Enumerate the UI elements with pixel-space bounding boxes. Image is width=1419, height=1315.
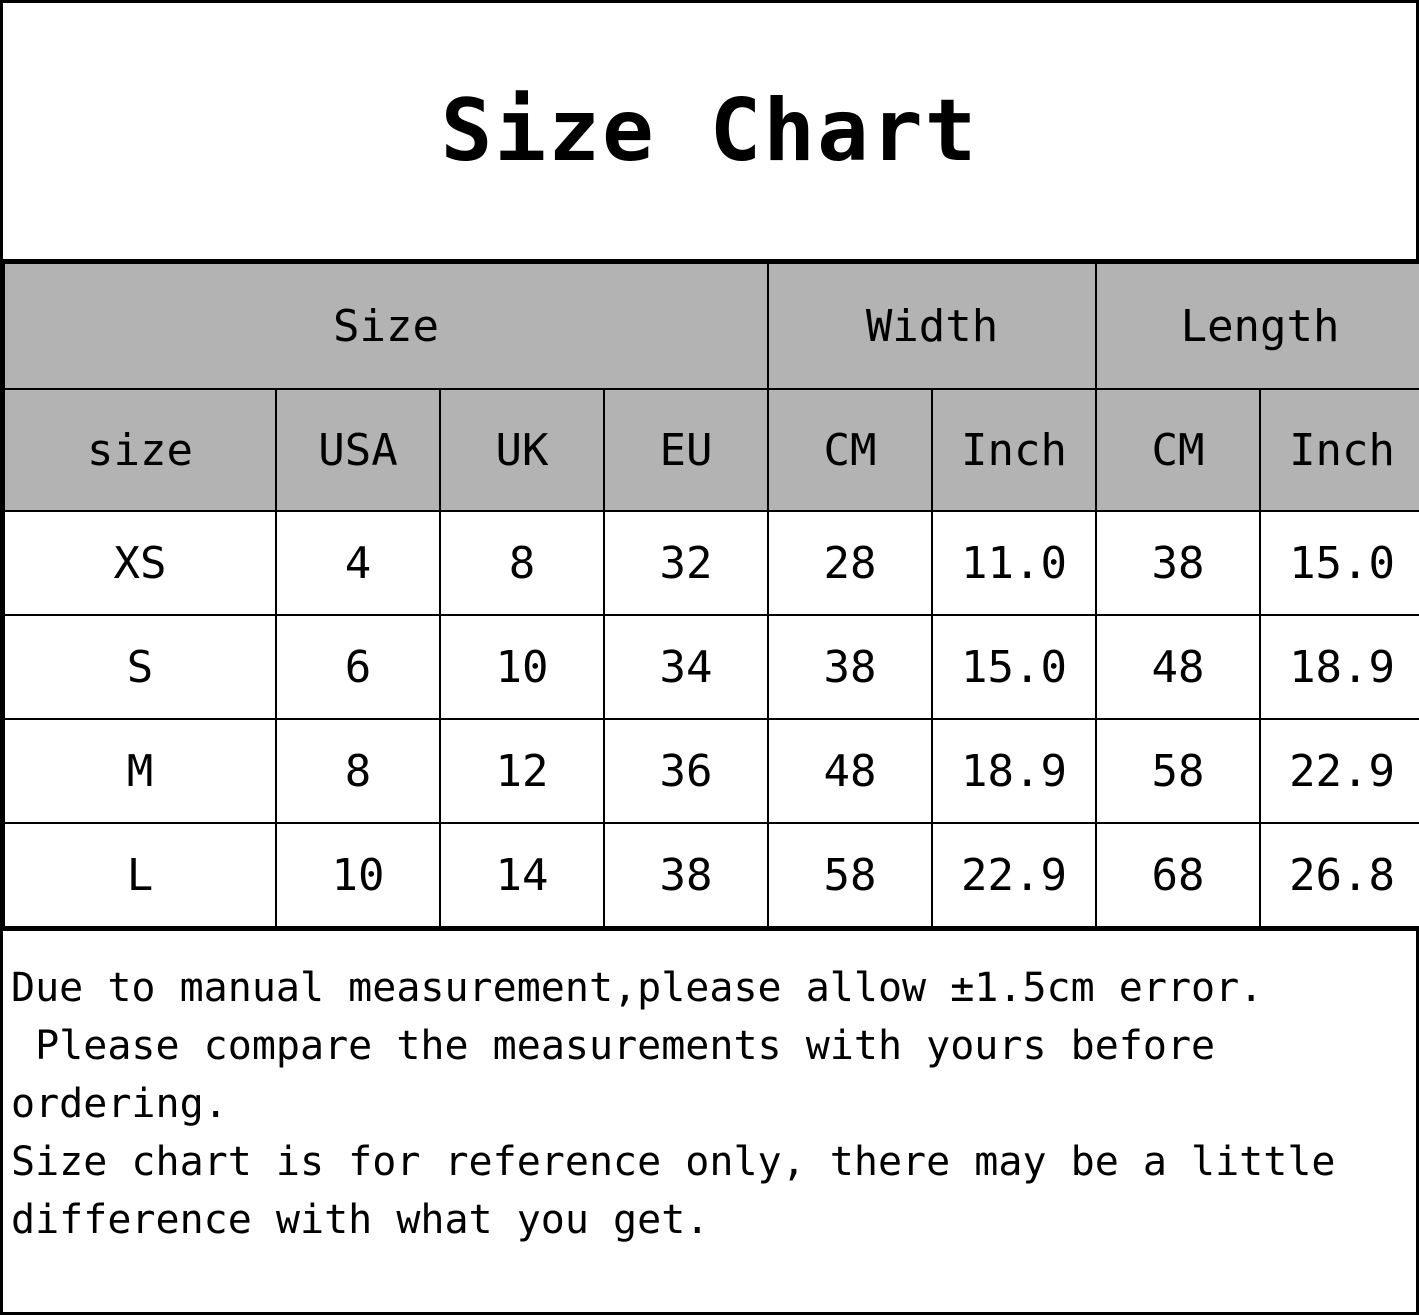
cell-length-inch: 22.9	[1260, 719, 1419, 823]
cell-size: S	[4, 615, 276, 719]
cell-length-cm: 48	[1096, 615, 1260, 719]
table-sub-header-row	[4, 389, 1419, 511]
group-header-width: Width	[768, 263, 1096, 389]
cell-length-inch: 18.9	[1260, 615, 1419, 719]
cell-uk: 8	[440, 511, 604, 615]
note-line: Please compare the measurements with yours before	[11, 1023, 1216, 1069]
table-body	[4, 511, 1419, 927]
cell-size: XS	[4, 511, 276, 615]
group-header-size: Size	[4, 263, 768, 389]
title-band	[3, 3, 1416, 262]
sub-header-width-inch: Inch	[932, 389, 1096, 511]
cell-width-inch: 11.0	[932, 511, 1096, 615]
cell-uk: 10	[440, 615, 604, 719]
sub-header-usa: USA	[276, 389, 440, 511]
sub-header-uk: UK	[440, 389, 604, 511]
cell-width-cm: 28	[768, 511, 932, 615]
table-group-header-row	[4, 263, 1419, 389]
cell-uk: 12	[440, 719, 604, 823]
cell-eu: 38	[604, 823, 768, 927]
disclaimer-notes	[3, 928, 1416, 1312]
table-row	[4, 823, 1419, 927]
cell-size: L	[4, 823, 276, 927]
note-line: difference with what you get.	[11, 1197, 710, 1243]
sub-header-length-cm: CM	[1096, 389, 1260, 511]
cell-usa: 8	[276, 719, 440, 823]
table-row	[4, 615, 1419, 719]
cell-length-cm: 38	[1096, 511, 1260, 615]
cell-length-inch: 15.0	[1260, 511, 1419, 615]
table-row	[4, 719, 1419, 823]
cell-eu: 34	[604, 615, 768, 719]
sub-header-length-inch: Inch	[1260, 389, 1419, 511]
cell-length-cm: 68	[1096, 823, 1260, 927]
size-table	[3, 262, 1419, 928]
table-row	[4, 511, 1419, 615]
cell-usa: 4	[276, 511, 440, 615]
cell-width-cm: 38	[768, 615, 932, 719]
cell-eu: 36	[604, 719, 768, 823]
page-title: Size Chart	[440, 81, 979, 181]
note-line: ordering.	[11, 1081, 228, 1127]
note-line: Size chart is for reference only, there may be a little	[11, 1139, 1336, 1185]
cell-width-cm: 58	[768, 823, 932, 927]
cell-width-inch: 18.9	[932, 719, 1096, 823]
cell-length-cm: 58	[1096, 719, 1260, 823]
table-head	[4, 263, 1419, 511]
group-header-length: Length	[1096, 263, 1419, 389]
cell-eu: 32	[604, 511, 768, 615]
sub-header-size: size	[4, 389, 276, 511]
cell-length-inch: 26.8	[1260, 823, 1419, 927]
cell-width-inch: 22.9	[932, 823, 1096, 927]
cell-usa: 6	[276, 615, 440, 719]
cell-usa: 10	[276, 823, 440, 927]
sub-header-width-cm: CM	[768, 389, 932, 511]
cell-width-inch: 15.0	[932, 615, 1096, 719]
note-line: Due to manual measurement,please allow ±1.5cm error.	[11, 965, 1264, 1011]
sub-header-eu: EU	[604, 389, 768, 511]
cell-uk: 14	[440, 823, 604, 927]
cell-size: M	[4, 719, 276, 823]
cell-width-cm: 48	[768, 719, 932, 823]
